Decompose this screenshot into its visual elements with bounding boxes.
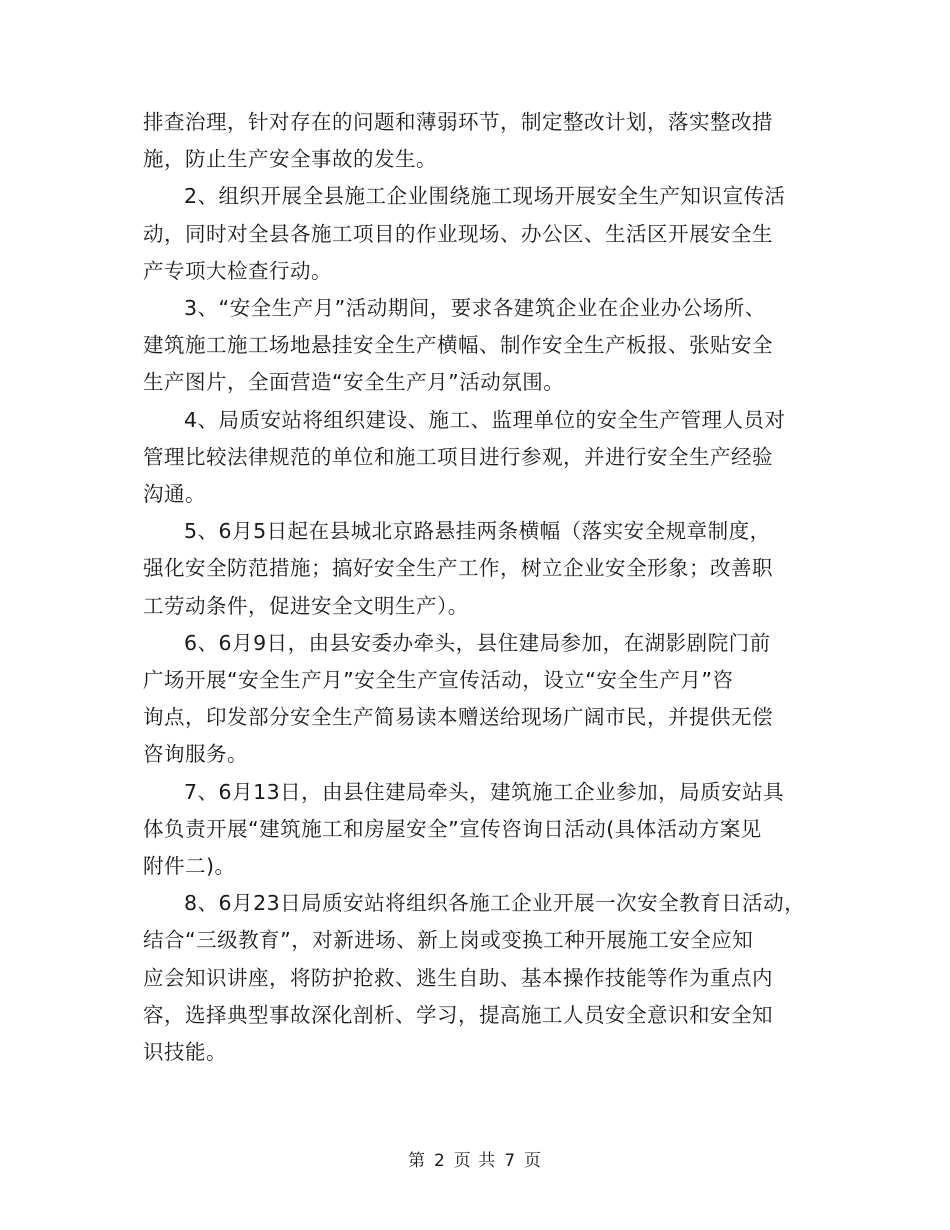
text-line: 5、6月5日起在县城北京路悬挂两条横幅（落实安全规章制度， [184, 519, 771, 544]
text-line: 应会知识讲座，将防护抢救、逃生自助、基本操作技能等作为重点内 [143, 965, 773, 990]
text-line: 强化安全防范措施；搞好安全生产工作，树立企业安全形象；改善职 [143, 556, 773, 581]
current-page-number: 2 [433, 1151, 446, 1171]
text-line: 生产图片，全面营造“安全生产月”活动氛围。 [143, 370, 565, 395]
total-pages-number: 7 [504, 1151, 517, 1171]
page-label-prefix: 第 [407, 1151, 426, 1171]
paragraph-3 [143, 290, 808, 402]
text-line: 工劳动条件，促进安全文明生产）。 [143, 593, 469, 618]
text-line: 8、6月23日局质安站将组织各施工企业开展一次安全教育日活动， [184, 891, 806, 916]
paragraph-5 [143, 513, 808, 625]
text-line: 建筑施工施工场地悬挂安全生产横幅、制作安全生产板报、张贴安全 [143, 333, 773, 358]
paragraph-8 [143, 885, 808, 1071]
page-label-mid: 页 共 [453, 1151, 497, 1171]
text-line: 6、6月9日，由县安委办牵头，县住建局参加，在湖影剧院门前 [184, 630, 771, 655]
text-line: 3、“安全生产月”活动期间，要求各建筑企业在企业办公场所、 [184, 296, 766, 321]
text-line: 2、组织开展全县施工企业围绕施工现场开展安全生产知识宣传活 [184, 184, 786, 209]
text-line: 容，选择典型事故深化剖析、学习，提高施工人员安全意识和安全知 [143, 1002, 773, 1027]
text-line: 产专项大检查行动。 [143, 258, 332, 283]
paragraph-2 [143, 178, 808, 290]
text-line: 4、局质安站将组织建设、施工、监理单位的安全生产管理人员对 [184, 407, 786, 432]
text-line: 附件二)。 [143, 854, 236, 879]
text-line: 询点，印发部分安全生产简易读本赠送给现场广阔市民，并提供无偿 [143, 705, 773, 730]
document-body [143, 104, 808, 1071]
paragraph-1 [143, 104, 808, 178]
text-line: 7、6月13日，由县住建局牵头，建筑施工企业参加，局质安站具 [184, 779, 785, 804]
text-line: 识技能。 [143, 1040, 227, 1065]
text-line: 施，防止生产安全事故的发生。 [143, 147, 437, 172]
text-line: 沟通。 [143, 482, 206, 507]
paragraph-6 [143, 625, 808, 774]
text-line: 结合“三级教育”，对新进场、新上岗或变换工种开展施工安全应知 [143, 928, 754, 953]
page-footer [0, 1146, 950, 1171]
paragraph-4 [143, 402, 808, 514]
text-line: 广场开展“安全生产月”安全生产宣传活动，设立“安全生产月”咨 [143, 668, 734, 693]
text-line: 管理比较法律规范的单位和施工项目进行参观，并进行安全生产经验 [143, 444, 773, 469]
text-line: 咨询服务。 [143, 742, 248, 767]
page-label-suffix: 页 [524, 1151, 543, 1171]
text-line: 排查治理，针对存在的问题和薄弱环节，制定整改计划，落实整改措 [143, 110, 773, 134]
text-line: 体负责开展“建筑施工和房屋安全”宣传咨询日活动(具体活动方案见 [143, 816, 762, 841]
paragraph-7 [143, 774, 808, 886]
text-line: 动，同时对全县各施工项目的作业现场、办公区、生活区开展安全生 [143, 221, 773, 246]
